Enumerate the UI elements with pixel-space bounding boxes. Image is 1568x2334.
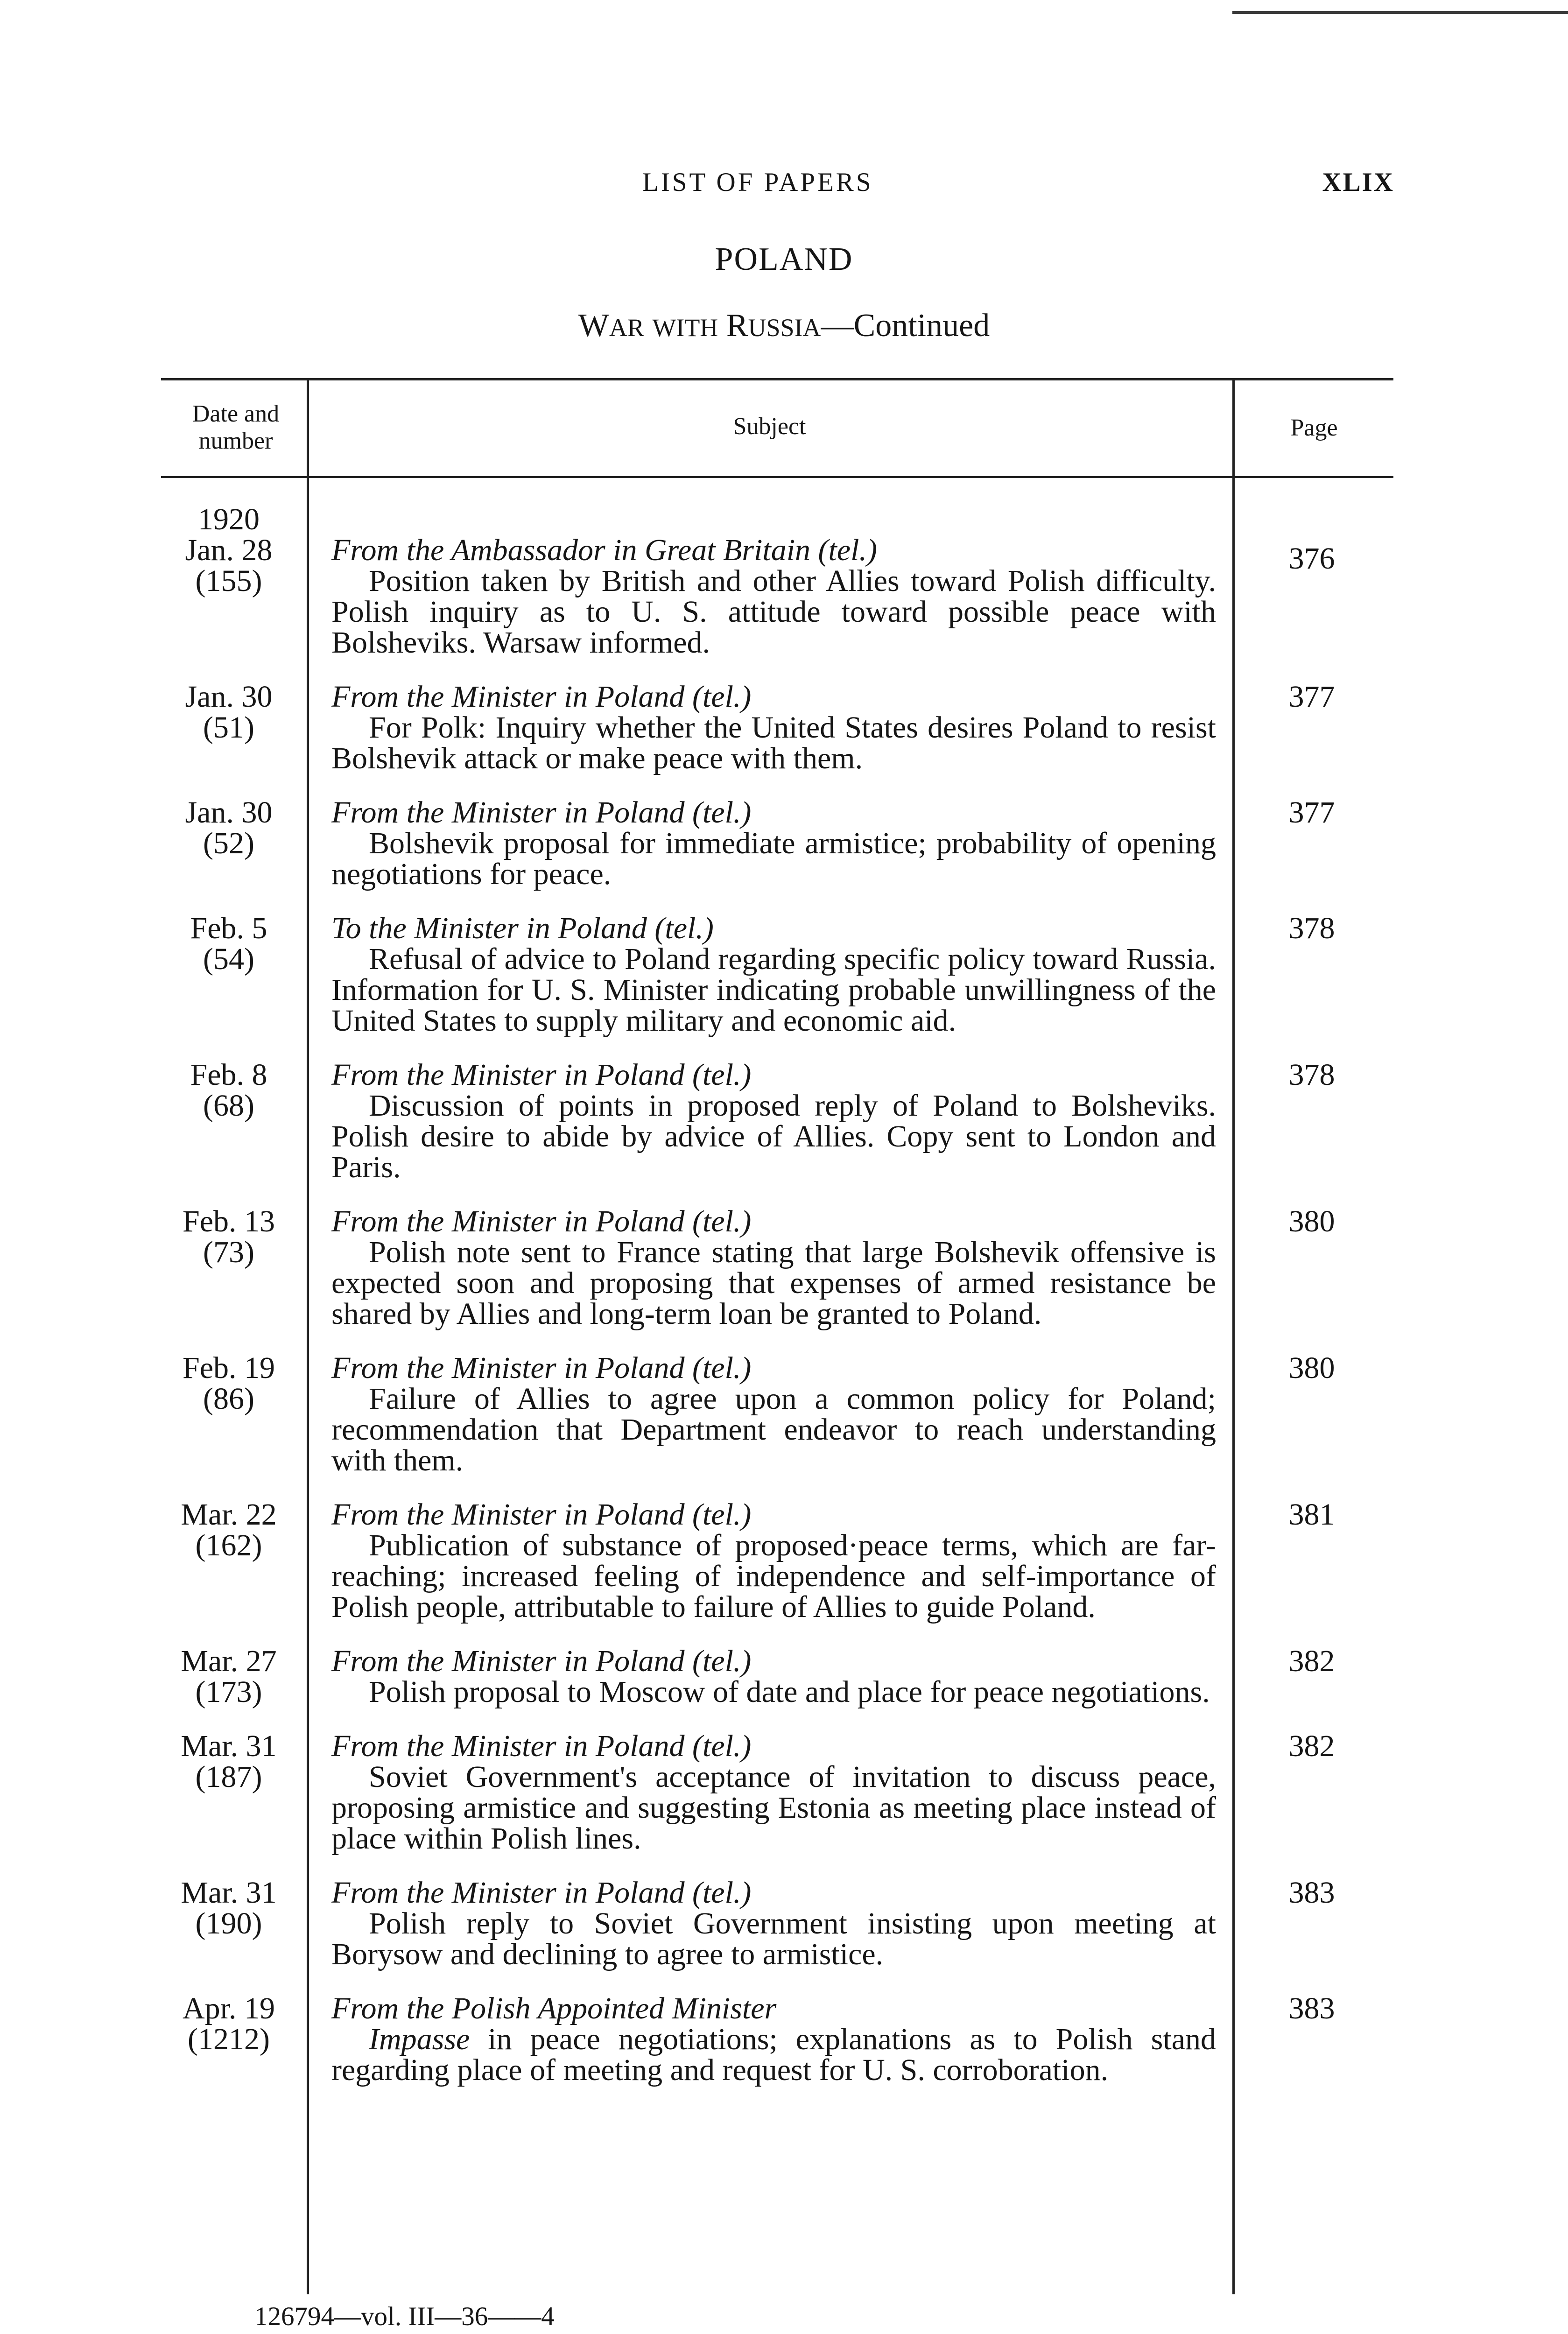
table-row (0, 1731, 1568, 1854)
page-number-cell: 377 (1288, 795, 1335, 830)
date-number-cell (159, 682, 299, 743)
page-number-cell: 380 (1288, 1351, 1335, 1385)
date-number-cell (159, 1206, 299, 1268)
entry-number: (162) (195, 1528, 262, 1562)
top-edge-rule (1232, 11, 1568, 14)
page-number-cell: 383 (1288, 1876, 1335, 1910)
entry-body: Publication of substance of proposed·peace terms, which are far-reaching; increased feeling of independence and self-importance of Polish people, attributable to failure of Allies to guide Poland. (331, 1528, 1216, 1624)
entry-date: Feb. 8 (190, 1058, 267, 1092)
table-top-rule (161, 378, 1393, 380)
entry-heading: From the Ambassador in Great Britain (tel.) (331, 533, 877, 567)
subject-cell (331, 1646, 1216, 1708)
page-number-cell: 381 (1288, 1497, 1335, 1532)
entry-number: (155) (195, 564, 262, 598)
entry-body: Bolshevik proposal for immediate armistice; probability of opening negotiations for peace. (331, 826, 1216, 891)
entry-body: Polish note sent to France stating that large Bolshevik offensive is expected soon and proposing that expenses of armed resistance be shared by Allies and long-term loan be granted to Poland. (331, 1235, 1216, 1331)
section-suffix: —Continued (821, 308, 990, 344)
entry-date: Mar. 31 (181, 1729, 277, 1763)
table-row (0, 797, 1568, 890)
date-number-cell (159, 1877, 299, 1939)
subject-cell (331, 797, 1216, 890)
entry-body: Soviet Government's acceptance of invitation to discuss peace, proposing armistice and suggesting Estonia as meeting place instead of place within Polish lines. (331, 1760, 1216, 1856)
subject-cell (331, 1206, 1216, 1329)
date-number-cell (159, 504, 299, 597)
subject-cell (331, 1877, 1216, 1970)
subject-cell (331, 504, 1216, 658)
entry-number: (54) (203, 942, 254, 976)
entry-heading: From the Minister in Poland (tel.) (331, 1644, 752, 1678)
entry-number: (73) (203, 1235, 254, 1269)
entry-number: (187) (195, 1760, 262, 1794)
section-ar: AR (609, 314, 644, 342)
table-row (0, 1993, 1568, 2086)
subject-cell (331, 913, 1216, 1036)
date-number-cell (159, 913, 299, 975)
header-bottom-rule (161, 476, 1393, 478)
entry-body: Polish proposal to Moscow of date and place for peace negotiations. (369, 1675, 1210, 1709)
entry-heading: From the Polish Appointed Minister (331, 1991, 777, 2025)
date-number-cell (159, 1993, 299, 2055)
subject-cell (331, 1353, 1216, 1476)
entry-body: Discussion of points in proposed reply of Poland to Bolsheviks. Polish desire to abide by advice of Allies. Copy sent to London and Paris. (331, 1089, 1216, 1184)
page-number-cell: 382 (1288, 1729, 1335, 1763)
entry-body: Position taken by British and other Allies toward Polish difficulty. Polish inquiry as to U. S. attitude toward possible peace with Bolsheviks. Warsaw informed. (331, 564, 1216, 660)
date-number-cell (159, 1353, 299, 1414)
entry-heading: From the Minister in Poland (tel.) (331, 1876, 752, 1910)
entry-date: Mar. 22 (181, 1497, 277, 1532)
entry-date: Jan. 30 (185, 795, 273, 830)
page-number-cell: 378 (1288, 911, 1335, 945)
page-folio: XLIX (1322, 168, 1394, 197)
table-row (0, 1206, 1568, 1329)
subject-cell (331, 1993, 1216, 2086)
printer-imprint: 126794—vol. III—36——4 (254, 2302, 555, 2331)
table-row (0, 913, 1568, 1036)
entry-number: (1212) (188, 2022, 270, 2056)
entry-date: Mar. 31 (181, 1876, 277, 1910)
entry-date: Jan. 30 (185, 680, 273, 714)
entries-list (0, 504, 1568, 2109)
entry-date: Apr. 19 (183, 1991, 275, 2025)
running-title: LIST OF PAPERS (642, 168, 873, 197)
column-header-date: Date and number (192, 401, 280, 454)
date-number-cell (159, 1731, 299, 1793)
table-row (0, 1877, 1568, 1970)
table-row (0, 504, 1568, 658)
entry-date: Mar. 27 (181, 1644, 277, 1678)
entry-number: (86) (203, 1382, 254, 1416)
column-header-subject: Subject (733, 413, 806, 440)
entry-heading: From the Minister in Poland (tel.) (331, 1204, 752, 1238)
table-row (0, 682, 1568, 774)
date-number-cell (159, 1646, 299, 1708)
entry-body: For Polk: Inquiry whether the United States desires Poland to resist Bolshevik attack or make peace with them. (331, 710, 1216, 775)
entry-heading: From the Minister in Poland (tel.) (331, 795, 752, 830)
section-w: W (578, 308, 609, 344)
subject-cell (331, 1731, 1216, 1854)
table-row (0, 1060, 1568, 1183)
section-with: WITH (652, 314, 718, 342)
page-number-cell: 380 (1288, 1204, 1335, 1238)
table-row (0, 1353, 1568, 1476)
page-number-cell: 377 (1288, 680, 1335, 714)
entry-date: Feb. 13 (183, 1204, 275, 1238)
section-heading (0, 307, 1568, 344)
subject-cell (331, 682, 1216, 774)
subject-cell (331, 1060, 1216, 1183)
entry-heading: From the Minister in Poland (tel.) (331, 680, 752, 714)
entry-number: (68) (203, 1089, 254, 1123)
date-number-cell (159, 1060, 299, 1121)
page-number-cell: 382 (1288, 1644, 1335, 1678)
entry-body (331, 2024, 1216, 2086)
entry-body-rest: in peace negotiations; explanations as to Polish stand regarding place of meeting and request for U. S. corroboration. (331, 2022, 1216, 2087)
entry-date: Feb. 19 (183, 1351, 275, 1385)
entry-heading: To the Minister in Poland (tel.) (331, 911, 714, 945)
table-row (0, 1646, 1568, 1708)
entry-body: Polish reply to Soviet Government insisting upon meeting at Borysow and declining to agree to armistice. (331, 1906, 1216, 1971)
entry-body: Refusal of advice to Poland regarding specific policy toward Russia. Information for U. S. Minister indicating probable unwillingness of the United States to supply military and economic aid. (331, 942, 1216, 1038)
entry-body: Failure of Allies to agree upon a common policy for Poland; recommendation that Department endeavor to reach understanding with them. (331, 1382, 1216, 1477)
entry-number: (52) (203, 826, 254, 860)
date-number-cell (159, 797, 299, 859)
entry-number: (173) (195, 1675, 262, 1709)
page-number-cell: 378 (1288, 1058, 1335, 1092)
entry-heading: From the Minister in Poland (tel.) (331, 1497, 752, 1532)
subject-cell (331, 1499, 1216, 1623)
section-ussia: USSIA (748, 314, 821, 342)
page-number-cell: 376 (1288, 541, 1335, 576)
column-header-page: Page (1290, 415, 1338, 441)
entry-date: Feb. 5 (190, 911, 267, 945)
section-r: R (726, 308, 748, 344)
page-number-cell: 383 (1288, 1991, 1335, 2025)
table-row (0, 1499, 1568, 1623)
entry-number: (190) (195, 1906, 262, 1940)
entry-heading: From the Minister in Poland (tel.) (331, 1351, 752, 1385)
entry-number: (51) (203, 710, 254, 745)
entry-year: 1920 (198, 502, 260, 536)
country-heading: POLAND (715, 241, 853, 277)
date-number-cell (159, 1499, 299, 1561)
entry-heading: From the Minister in Poland (tel.) (331, 1729, 752, 1763)
entry-date: Jan. 28 (185, 533, 273, 567)
entry-heading: From the Minister in Poland (tel.) (331, 1058, 752, 1092)
entry-body-italic: Impasse (369, 2022, 470, 2056)
